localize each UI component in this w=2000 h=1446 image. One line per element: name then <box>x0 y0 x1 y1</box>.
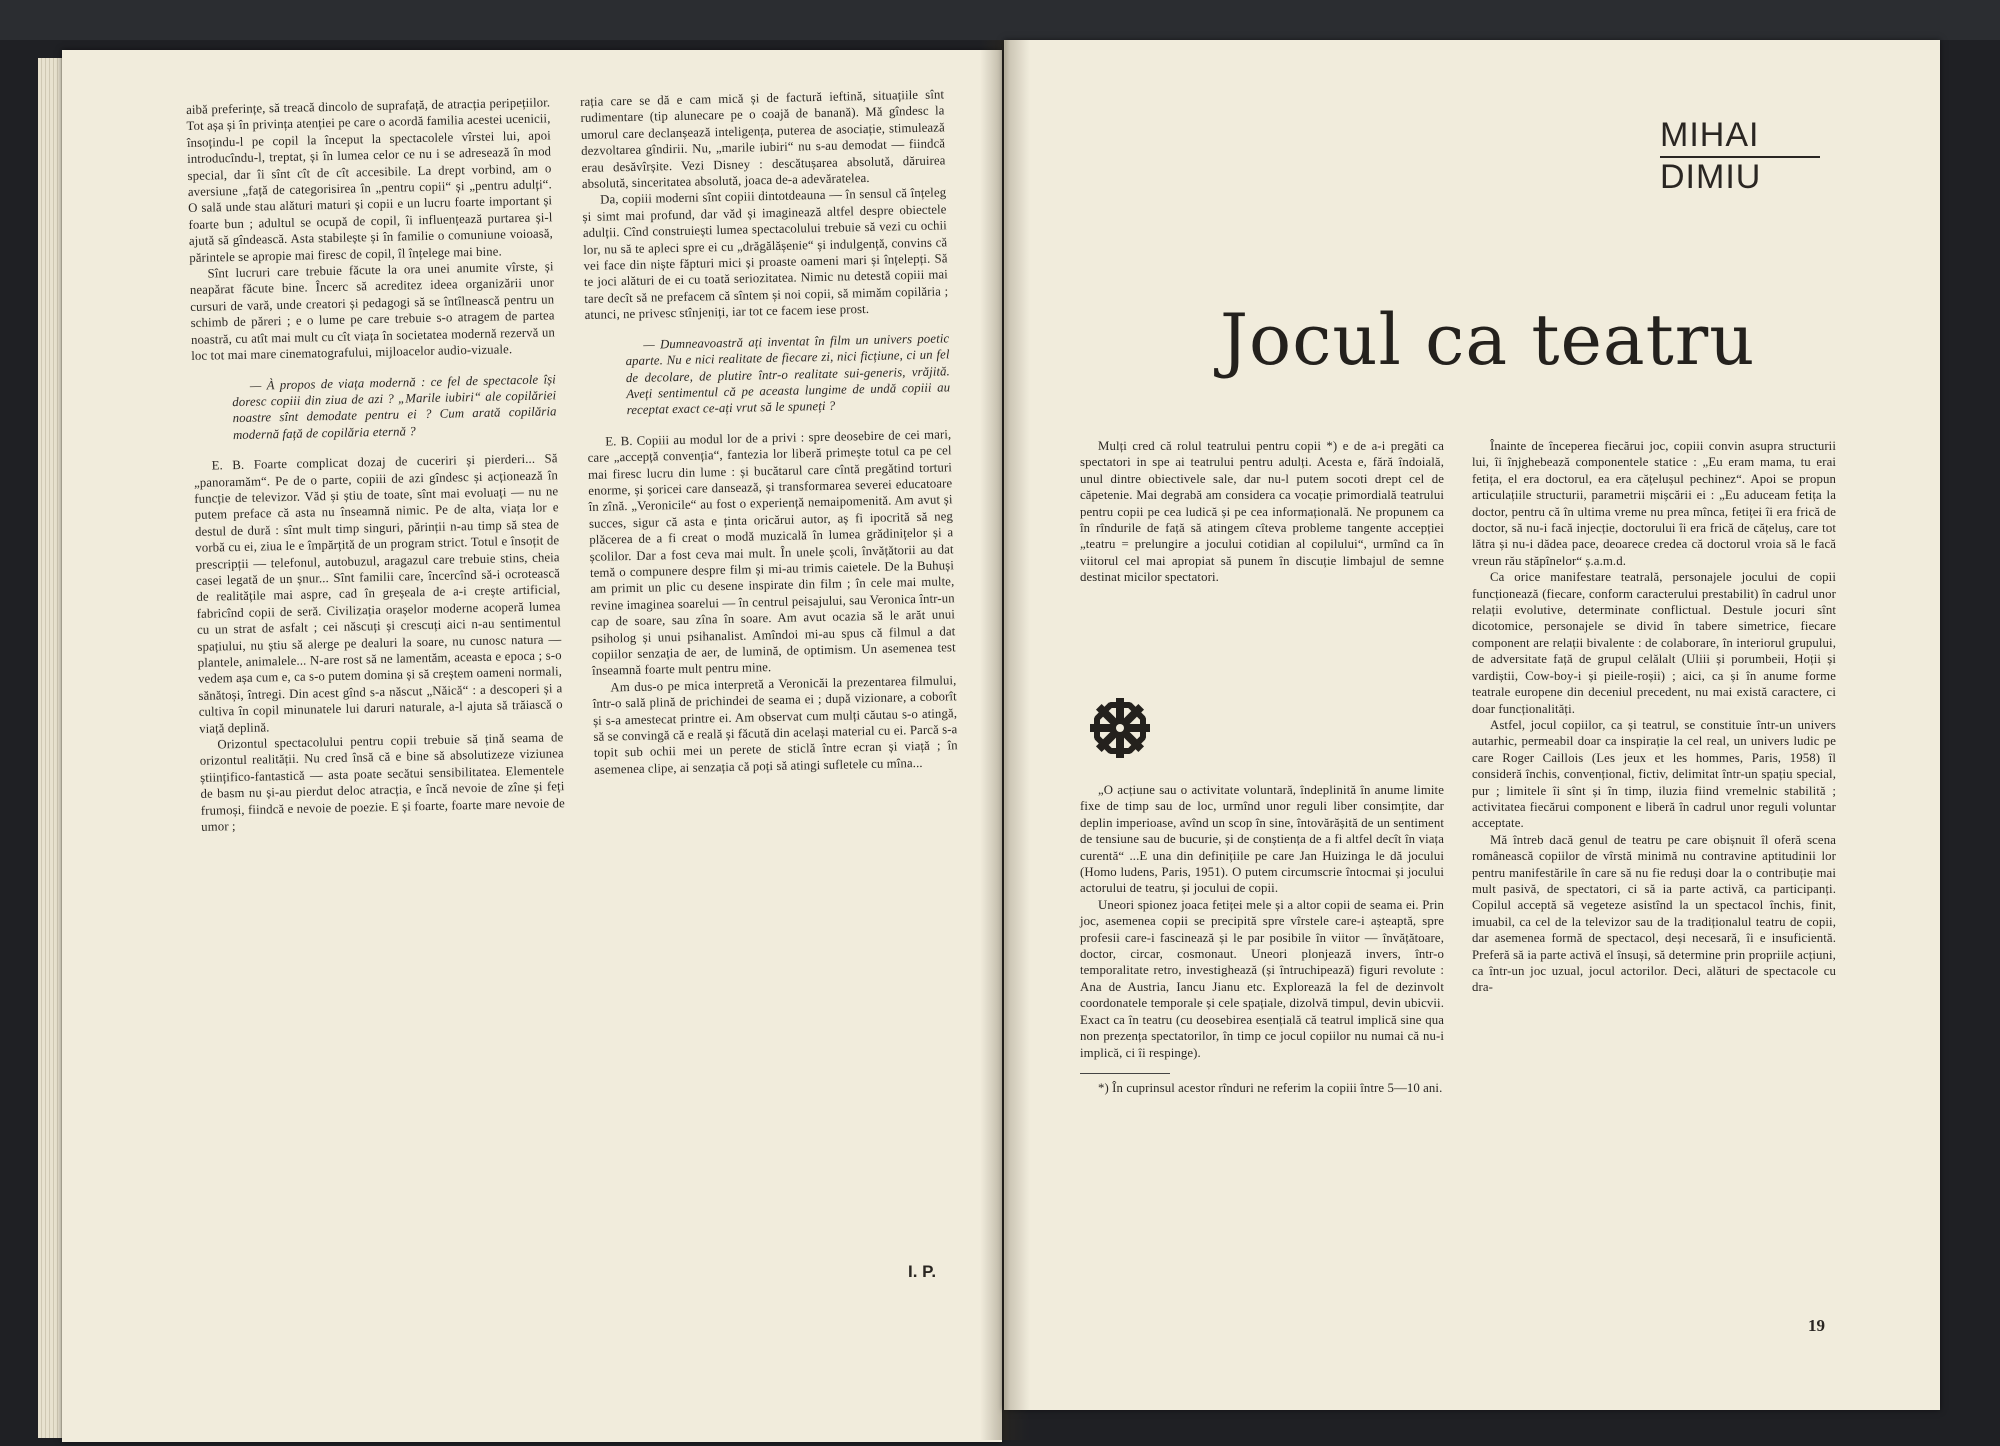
paragraph: Înainte de începerea fiecărui joc, copiii convin asupra structurii lui, îi înjghebează componentele statice : „Eu eram mama, tu erai fetița, el era doctorul, ea era cățelușul pechinez“. Apoi se propun articulațiile structurii, parametrii mișcării ei : „Eu aduceam fetița la doctor, pentru că în ultima vreme nu prea mînca, fetiței îi era frică de doctor, să nu-i facă injecție, doctorului îi era frică de cățeluș, care tot lătra și nu-i dădea pace, deoarece credea că doctorul vroia să le facă vreun rău stăpînelor“ ș.a.m.d. <box>1472 439 1836 568</box>
paragraph: Sînt lucruri care trebuie făcute la ora unei anumite vîrste, și neapărat făcute bine. Încerc să acreditez ideea organizării unor cursuri de vară, unde creatori și pedagogi să se întîlnească pentru un schimb de păreri ; e o lume pe care trebuie s-o atragem de partea noastră, cu atît mai mult cu cît viața în societatea modernă rezervă un loc tot mai mare cinematografului, mijloacelor audio-vizuale. <box>189 259 556 364</box>
paragraph: Uneori spionez joaca fetiței mele și a altor copii de seama ei. Prin joc, asemenea copii se precipită spre vîrstele care-i așteaptă, spre profesii care-i fascinează și le par posibile în viitor — învățătoare, doctor, circar, cosmonaut. Uneori plonjează invers, într-o temporalitate retro, investighează (și întruchipează) figuri revolute : Ana de Austria, Iancu Jianu etc. Explorează la fel de dezinvolt coordonatele temporale și cele spațiale, dizolvă timpul, devin ubicvii. Exact ca în teatru (cu deosebirea esențială că teatrul implică sine qua non prezența spectatorilor, în timp ce jocul copiilor nu numai că nu-i implică, ci îi respinge). <box>1080 897 1444 1060</box>
paragraph: Mulți cred că rolul teatrului pentru copii *) e de a-i pregăti ca spectatori in spe ai teatrului pentru adulți. Acesta e, fără îndoială, unul dintre obiectivele sale, dar nu-l putem socoti drept cel de căpetenie. Mai degrabă am considera ca vocație primordială teatrului pentru copii pe cea ludică și pe cea informațională. Ne propunem ca în rîndurile de față să atingem cîteva probleme tangente accepției „teatru = prelungire a jocului cotidian al copilului“, urmînd ca în viitorul cel mai apropiat să punem în discuție limbajul de semne destinat micilor spectatori. <box>1080 439 1444 585</box>
right-column-1 <box>1080 438 1444 586</box>
article-title: Jocul ca teatru <box>1220 299 1756 381</box>
paragraph: E. B. Foarte complicat dozaj de cuceriri și pierderi... Să „panoramăm“. Pe de o parte, copiii de azi gîndesc și acționează în funcție de televizor. Văd și știu de toate, sînt mai evoluați — nu ne putem preface că asta nu înseamnă nimic. Pe de alta, viața lor e destul de dură : sînt mult timp singuri, părinții n-au timp să stea de vorbă cu ei, ziua le e împărțită de un program strict. Totul e însoțit de prescripții — telefonul, autobuzul, aragazul care trebuie stins, cheia casei legată de un șnur... Sînt familii care, încercînd să-i ocrotească de realitățile mai aspre, cad în greșeala de a-i crește artificial, fabricînd copii de seră. Civilizația orașelor moderne acoperă lumea cu un strat de asfalt ; cei născuți și crescuți aici n-au sentimentul spațiului, nu știu să alerge pe dealuri la soare, nu cunosc natura — plantele, animalele... N-are rost să ne lamentăm, aceasta e epoca ; s-o vedem așa cum e, ca s-o putem domina și să creștem oameni normali, sănătoși, întregi. Din acest gînd s-a născut „Năică“ : a descoperi și a cultiva în copil minunatele lui daruri naturale, a-l ajuta să trăiască o viață deplină. <box>193 451 563 736</box>
author-last-name: DIMIU <box>1660 158 1762 196</box>
paragraph: E. B. Copiii au modul lor de a privi : spre deosebire de cei mari, care „accepță convenția“, fantezia lor liberă primește totul ca pe cel mai firesc lucru din lume : și bucătarul care cîntă pregătind torturi enorme, și șoricei care dansează, și transformarea severei educatoare în zînă. „Veronicile“ au fost o experiență nemaipomenită. Am avut și succes, sigur că asta e ținta oricărui autor, aș fi ipocrită să neg plăcerea de a fi creat o modă muzicală în lumea grădinițelor și a școlilor. Dar a fost ceva mai mult. În unele școli, învățătorii au dat temă o compunere despre film și mi-au trimis caietele. De la Buhuși am primit un plic cu desene inspirate din film ; în cele mai multe, revine imaginea soarelui — în centrul peisajului, sau Veronica într-un cap de soare, sau zîna în soare. Am avut ocazia să le arăt unui psiholog și unui psihanalist. Amîndoi mi-au spus că filmul a dat copiilor senzația de aer, de lumină, de optimism. Un asemenea test înseamnă foarte mult pentru mine. <box>587 427 956 679</box>
page-number: 19 <box>1808 1316 1825 1335</box>
right-column-1-continued <box>1080 782 1444 1096</box>
right-column-2 <box>1472 438 1836 996</box>
snowflake-ornament-icon <box>1084 692 1156 764</box>
author-signature: I. P. <box>908 1262 937 1281</box>
paragraph: Da, copiii moderni sînt copiii dintotdeauna — în sensul că înțeleg și simt mai profund, dar văd și imaginează altfel despre obiectele adulții. Cînd construiești lumea spectacolului trebuie să vezi cu ochii lor, nu să te apleci spre ei cu „drăgălășenie“ și indulgență, convins că vei face din niște făpturi mici și proaste oameni mari și înțelepți. Să te joci alături de ei cu toată seriozitatea. Nimic nu detestă copiii mai tare decît să ne prefacem că sîntem și noi copii, să mimăm copilăria ; atunci, ne privesc stînjeniți, iar tot ce facem iese prost. <box>582 185 949 323</box>
author-first-name: MIHAI <box>1660 116 1820 158</box>
footnote-rule <box>1080 1073 1170 1074</box>
paragraph: Am dus-o pe mica interpretă a Veronicăi la prezentarea filmului, într-o sală plină de prichindei de seama ei ; după vizionare, a coborît și s-a amestecat printre ei. Am observat cum mulți căutau s-o atingă, să se convingă că e reală și făcută din același material cu ei. Parcă s-a topit sub ochii mei un perete de sticlă între ecran și viață ; în asemenea clipe, ai senzația că poți să atingi sufletele cu mîna... <box>592 673 958 777</box>
author-name <box>1660 116 1820 196</box>
left-column-1 <box>186 94 565 835</box>
left-column-2 <box>580 86 958 778</box>
interview-question: — À propos de viața modernă : ce fel de spectacole își doresc copiii din ziua de azi ? „Marile iubiri“ ale copilăriei noastre sînt demodate pentru ei ? Cum arată copilăria modernă față de copilăria eternă ? <box>232 371 557 442</box>
interview-question: — Dumneavoastră ați inventat în film un univers poetic aparte. Nu e nici realitate de fiecare zi, nici ficțiune, ci un fel de decolare, de plutire într-o realitate sui-generis, vrăjită. Aveți sentimentul că pe aceasta lungime de undă copiii au receptat exact ce-ați vrut să le spuneți ? <box>625 331 951 418</box>
paragraph: Astfel, jocul copiilor, ca și teatrul, se constituie într-un univers autarhic, permeabil doar ca inspirație la cel real, un univers ludic pe care Roger Caillois (Les jeux et les hommes, Paris, 1958) îl consideră închis, convențional, fictiv, delimitat într-un spațiu special, pur ; limitele îi sînt și în timp, iluzia fiind vremelnic stabilită ; activitatea fiecărui component e liberă în cadrul unor reguli voluntar acceptate. <box>1472 717 1836 831</box>
footnote: *) În cuprinsul acestor rînduri ne referim la copiii între 5—10 ani. <box>1098 1080 1443 1095</box>
paragraph: Ca orice manifestare teatrală, personajele jocului de copii funcționează (fiecare, conform caracterului prestabilit) în cadrul unor relații evolutive, determinate conflictual. Destule jocuri sînt dicotomice, personajele se divid în tabere simetrice, fiecare component are relații bivalente : de colaborare, în interiorul grupului, de adversitate față de grupul celălalt (Uliii și porumbeii, Hoții și vardiștii, Cow-boy-i și pieile-roșii) ; aici, ca și în anume forme teatrale europene din deceniul precedent, nu mai există caractere, ci doar funcționalități. <box>1472 570 1836 716</box>
paragraph: „O acțiune sau o activitate voluntară, îndeplinită în anume limite fixe de timp sau de loc, urmînd unor reguli liber consimțite, dar deplin imperioase, avînd un scop în sine, întovărășită de un sentiment de tensiune sau de bucurie, și de conștiența de a fi altfel decît în viața curentă“ ...E una din definițiile pe care Jan Huizinga le dă jocului (Homo ludens, Paris, 1951). O putem circumscrie întocmai și jocului actorului de teatru, și jocului de copii. <box>1080 783 1444 896</box>
paragraph: Mă întreb dacă genul de teatru pe care obișnuit îl oferă scena românească copiilor de vîrstă minimă nu contravine aptitudinii lor pentru manifestările în care să nu fie reduși doar la o contribuție mai mult pasivă, de spectatori, ci să ia parte activă, ca participanți. Copilul acceptă să vegeteze asistînd la un spectacol închis, finit, imuabil, ca cel de la televizor sau de la tradiționalul teatru de copii, dar asemenea formă de spectacol, deși necesară, îi e insuficientă. Preferă să ia parte activă el însuși, să determine prin propriile acțiuni, ca într-un joc uzual, jocul actorilor. Deci, alături de spectacole cu dra- <box>1472 832 1836 995</box>
paragraph: aibă preferințe, să treacă dincolo de suprafață, de atracția peripețiilor. Tot așa și în privința atenției pe care o acordă familia acestei ucenicii, însoțindu-l pe copil la început la spectacolele vîrstei lui, apoi introducîndu-l, treptat, și în lumea celor ce nu i se adresează în mod special, dar îi sînt cît de cît accesibile. La drept vorbind, am o aversiune „față de categorisirea în „pentru copii“ și „pentru adulți“. O sală unde stau alături maturi și copii e un lucru foarte important și foarte bun ; adultul se ocupă de copil, îi influențează purtarea și-l ajută să gîndească. Asta stabilește și în familie o comuniune voioasă, părintele se apropie mai firesc de copil, îl înțelege mai bine. <box>186 95 553 265</box>
paragraph: Orizontul spectacolului pentru copii trebuie să țină seama de orizontul realității. Nu cred însă că e bine să absolutizeze viziunea științifico-fantastică — asta poate secătui sensibilitatea. Elementele de basm nu și-au pierdut deloc atracția, e încă nevoie de zîne și feți frumoși, fiindcă e nevoie de poezie. E și foarte, foarte mare nevoie de umor ; <box>199 730 565 834</box>
paragraph: rația care se dă e cam mică și de factură ieftină, situațiile sînt rudimentare (tip alunecare pe o coajă de banană). Mă gîndesc la umorul care declanșează inteligența, puterea de asociație, stimulează dezvoltarea gîndirii. Nu, „marile iubiri“ nu s-au demodat — fiindcă erau desăvîrșite. Vezi Disney : descătușarea absolută, dăruirea absolută, sinceritatea absolută, joaca de-a adevăratelea. <box>580 87 946 192</box>
